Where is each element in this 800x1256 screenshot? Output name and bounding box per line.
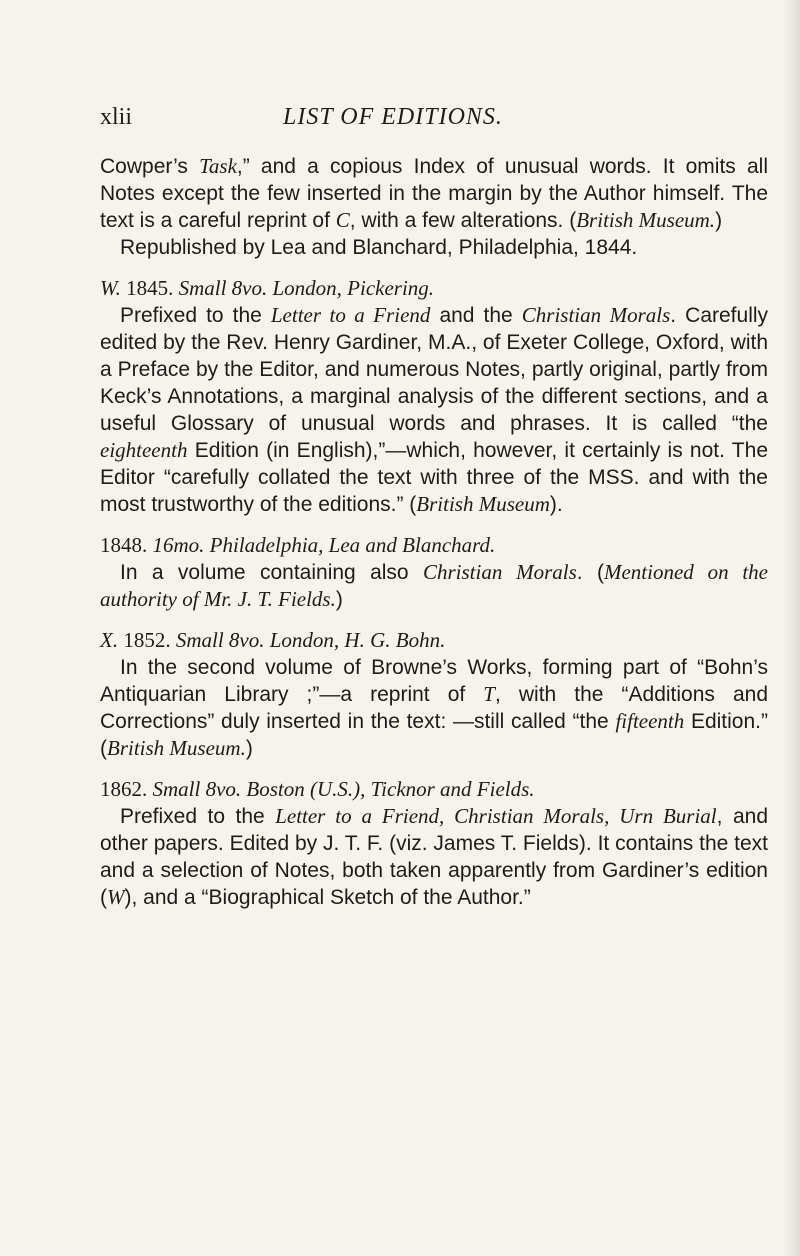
edition-imprint: Small 8vo. Boston (U.S.), Ticknor and Fields.	[152, 777, 535, 801]
edition-heading	[100, 776, 768, 803]
text-run: In the second volume of Browne’s Works, forming part of “Bohn’s Antiquarian Library ;”—a reprint of	[100, 656, 768, 706]
page-edge-shadow	[782, 0, 800, 1256]
text-run-italic: eighteenth	[100, 438, 188, 462]
text-run: In a volume containing also	[120, 561, 423, 584]
text-run: . (	[576, 561, 604, 584]
text-run-italic: fifteenth	[615, 709, 685, 733]
text-run: ), and a “Biographical Sketch of the Author.”	[124, 886, 531, 909]
edition-description	[100, 803, 768, 911]
page-number: xlii	[100, 104, 133, 130]
text-run: )	[245, 737, 253, 760]
text-run: ).	[549, 493, 563, 516]
text-run: )	[335, 588, 343, 611]
edition-year: 1852.	[118, 628, 176, 652]
edition-heading	[100, 627, 768, 654]
source-note: Mentioned on the authority of Mr. J. T. Fields.	[100, 560, 768, 611]
source-note: British Museum	[416, 492, 550, 516]
edition-year: 1848.	[100, 533, 153, 557]
text-run: Prefixed to the	[120, 805, 276, 828]
work-title: Christian Morals	[521, 303, 671, 327]
edition-imprint: 16mo. Philadelphia, Lea and Blanchard.	[152, 533, 496, 557]
edition-description	[100, 302, 768, 518]
text-run: , with a few alterations. (	[349, 209, 577, 232]
edition-year: 1845.	[120, 276, 179, 300]
edition-entry-x	[100, 627, 768, 762]
edition-description	[100, 654, 768, 762]
continued-paragraph	[100, 153, 768, 234]
source-note: British Museum.	[107, 736, 246, 760]
page-body	[100, 153, 768, 925]
work-title: Christian Morals	[422, 560, 577, 584]
edition-siglum: X.	[100, 628, 119, 652]
running-title: LIST OF EDITIONS.	[283, 104, 503, 130]
edition-siglum: W.	[100, 276, 121, 300]
text-run: Prefixed to the	[120, 304, 271, 327]
text-run: . Carefully edited by the Rev. Henry Gardiner, M.A., of Exeter College, Oxford, with a Preface by the Editor, and numerous Notes, partly original, partly from Keck’s Annotations, a marginal analysis of the different sections, and a useful Glossary of unusual words and phrases. It is called “the	[100, 304, 769, 435]
text-run: Cowper’s	[100, 155, 200, 178]
edition-year: 1862.	[100, 777, 153, 801]
edition-siglum: T	[483, 682, 495, 706]
edition-description	[100, 559, 768, 613]
edition-siglum: C	[335, 208, 350, 232]
text-run: Edition (in English),”—which, however, it certainly is not. The Editor “carefully collated the text with three of the MSS. and with the most trustworthy of the editions.” (	[100, 439, 768, 516]
edition-entry-1862	[100, 776, 768, 911]
edition-entry-w	[100, 275, 768, 518]
work-title: Letter to a Friend	[270, 303, 431, 327]
page-header	[100, 104, 780, 138]
work-title: Task	[199, 154, 237, 178]
text-run: ,” and a copious Index of unusual words. It omits all Notes except the few inserted in the margin by the Author himself. The text is a careful reprint of	[100, 155, 769, 232]
edition-imprint: Small 8vo. London, H. G. Bohn.	[175, 628, 446, 652]
edition-imprint: Small 8vo. London, Pickering.	[178, 276, 435, 300]
source-note: British Museum.	[576, 208, 716, 232]
edition-heading	[100, 532, 768, 559]
edition-heading	[100, 275, 768, 302]
text-run: )	[715, 209, 723, 232]
continued-entry	[100, 153, 768, 261]
text-run: , with the “Additions and Corrections” duly inserted in the text: —still called “the	[100, 683, 768, 733]
text-run: , and other papers. Edited by J. T. F. (viz. James T. Fields). It contains the text and a selection of Notes, both taken apparently from Gardiner’s edition (	[100, 805, 769, 909]
edition-entry-1848	[100, 532, 768, 613]
text-run: and the	[430, 304, 522, 327]
edition-siglum: W	[107, 885, 125, 909]
work-title: Letter to a Friend, Christian Morals, Urn Burial	[275, 804, 717, 828]
republished-note: Republished by Lea and Blanchard, Philadelphia, 1844.	[120, 236, 638, 259]
text-run: Edition.” (	[100, 710, 768, 760]
